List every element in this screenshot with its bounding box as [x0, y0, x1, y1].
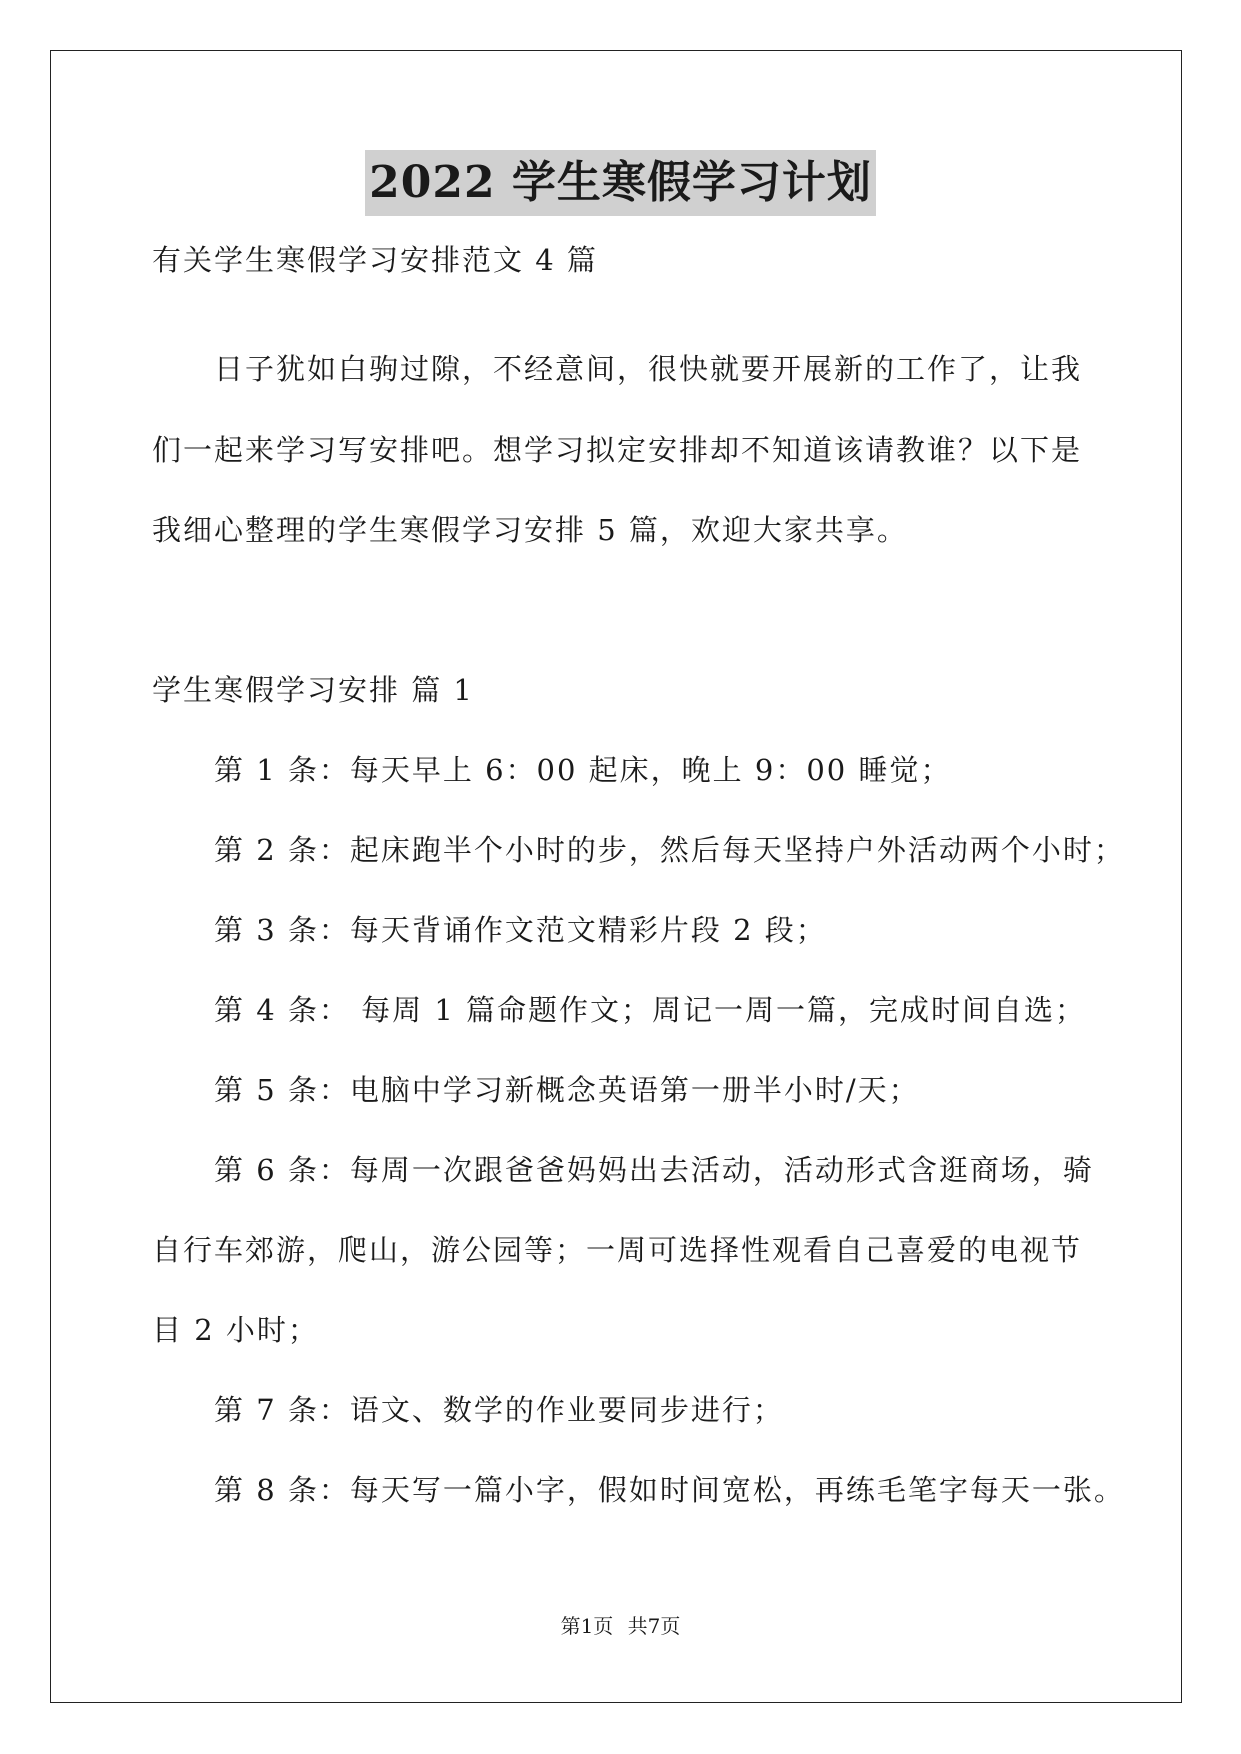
rule-7: 第 7 条：语文、数学的作业要同步进行； [214, 1393, 784, 1427]
intro-paragraph-line-2: 们一起来学习写安排吧。想学习拟定安排却不知道该请教谁？以下是 [152, 433, 1083, 467]
rule-2: 第 2 条：起床跑半个小时的步，然后每天坚持户外活动两个小时； [214, 833, 1125, 867]
rule-8: 第 8 条：每天写一篇小字，假如时间宽松，再练毛笔字每天一张。 [214, 1473, 1125, 1507]
title-area [0, 150, 1241, 216]
page-total: 共7页 [627, 1614, 681, 1638]
rule-3: 第 3 条：每天背诵作文范文精彩片段 2 段； [214, 913, 827, 947]
rule-6-line-3: 目 2 小时； [152, 1313, 319, 1347]
rule-4: 第 4 条： 每周 1 篇命题作文；周记一周一篇，完成时间自选； [214, 993, 1086, 1027]
section-heading: 学生寒假学习安排 篇 1 [152, 673, 474, 707]
intro-paragraph-line-1: 日子犹如白驹过隙，不经意间，很快就要开展新的工作了，让我 [214, 352, 1083, 386]
rule-6-line-2: 自行车郊游，爬山，游公园等；一周可选择性观看自己喜爱的电视节 [152, 1233, 1083, 1267]
page-number: 第1页 [560, 1614, 614, 1638]
rule-6-line-1: 第 6 条：每周一次跟爸爸妈妈出去活动，活动形式含逛商场，骑 [214, 1153, 1094, 1187]
page-footer [0, 1612, 1241, 1640]
rule-5: 第 5 条：电脑中学习新概念英语第一册半小时/天； [214, 1073, 920, 1107]
intro-paragraph-line-3: 我细心整理的学生寒假学习安排 5 篇，欢迎大家共享。 [152, 513, 908, 547]
intro-heading: 有关学生寒假学习安排范文 4 篇 [152, 243, 598, 277]
page-border [50, 50, 1182, 1703]
document-title: 2022 学生寒假学习计划 [365, 150, 876, 216]
rule-1: 第 1 条：每天早上 6：00 起床，晚上 9：00 睡觉； [214, 753, 952, 787]
